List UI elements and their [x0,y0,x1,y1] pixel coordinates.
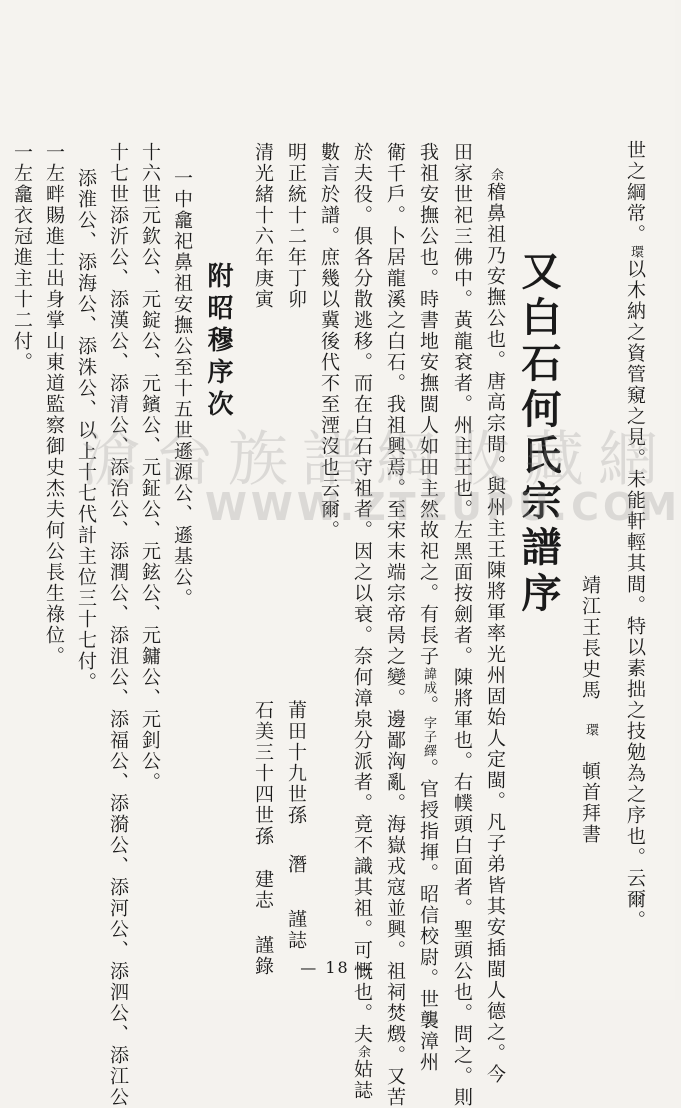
appendix-line-5: 一左畔賜進士出身掌山東道監察御史杰夫何公長生祿位。 [43,142,65,667]
watermark-cn: 滄台族譜網收藏網 [80,425,672,495]
preface-signature [578,575,602,845]
body-note: 諱成 [421,667,436,695]
signature-2 [251,700,275,977]
sign-action: 謹誌 [285,909,307,951]
body-text: 姑誌 [351,1059,373,1101]
signer-place: 莆田十九世孫 [285,700,307,826]
preface-sign-action: 頓首拜書 [579,761,601,845]
preface-text: 世之綱常。 [624,140,646,245]
body-note: 余 [355,1045,370,1059]
body-line-2: 田家世祀三佛中。黃龍袞者。州主王也。左黑面按劍者。陳將軍也。右幞頭白面者。聖頭公也。問之。則 [451,142,473,1108]
body-text: 我祖安撫公也。時書地安撫閩人如田主然故祀之。有長子 [417,142,439,667]
section-title: 又白石何氏宗譜序 [515,250,562,618]
body-text: 。 [417,695,439,716]
body-note: 余 [488,168,503,182]
body-line-4: 衛千戶。卜居龍溪之白石。我祖興焉。至宋末端宗帝昺之變。邊鄙洶亂。海嶽戎寇並興。祖祠焚燬。又苦 [384,142,406,1108]
body-text: 稽鼻祖乃安撫公也。唐高宗間。與州主王陳將軍率光州固始人定閩。凡子弟皆其安插閩人德之。今 [484,182,506,1085]
appendix-line-1: 一中龕祀鼻祖安撫公至十五世遜源公、遜基公。 [171,168,193,609]
body-line-3 [416,142,440,1073]
body-note: 字子繹 [421,716,436,758]
watermark-url: WWW.ZTZUPU.COM [205,485,681,529]
page-number: — 18 — [300,958,375,977]
body-line-6: 數言於譜。庶幾以冀後代不至湮沒也云爾。 [318,142,340,541]
signature-1 [284,700,308,951]
signer-place: 石美三十四世孫 [252,700,274,847]
date-line-1: 明正統十二年丁卯 [285,142,307,310]
body-line-1 [483,168,507,1085]
preface-signer: 靖江王長史馬 [579,575,601,701]
preface-line-1 [623,140,647,931]
preface-signer-note: 環 [583,723,598,737]
sign-action: 謹錄 [252,935,274,977]
body-text: 。官授指揮。昭信校尉。世襲漳州 [417,758,439,1073]
appendix-line-3: 十七世添沂公、添漢公、添清公、添治公、添潤公、添沮公、添福公、添漪公、添河公、添泗公、添江公 [107,142,129,1108]
appendix-line-2: 十六世元欽公、元錠公、元鑌公、元鉦公、元鉉公、元鏞公、元釗公。 [139,142,161,793]
appendix-title: 附昭穆序次 [203,262,233,422]
preface-note: 環 [628,245,643,259]
body-text: 於夫役。俱各分散逃移。而在白石守祖者。因之以衰。奈何漳泉分派者。竟不識其祖。可慨也。夫 [351,142,373,1045]
preface-text-b: 以木納之資管窺之見。未能軒輕其間。特以素拙之技勉為之序也。云爾。 [624,259,646,931]
appendix-line-4: 添淮公、添海公、添洙公、以上十七代計主位三十七付。 [75,168,97,693]
signer-name: 建志 [252,869,274,911]
signer-name: 潛 [285,854,307,875]
appendix-line-6: 一左龕衣冠進主十二付。 [11,142,33,373]
date-line-2: 清光緒十六年庚寅 [252,142,274,310]
